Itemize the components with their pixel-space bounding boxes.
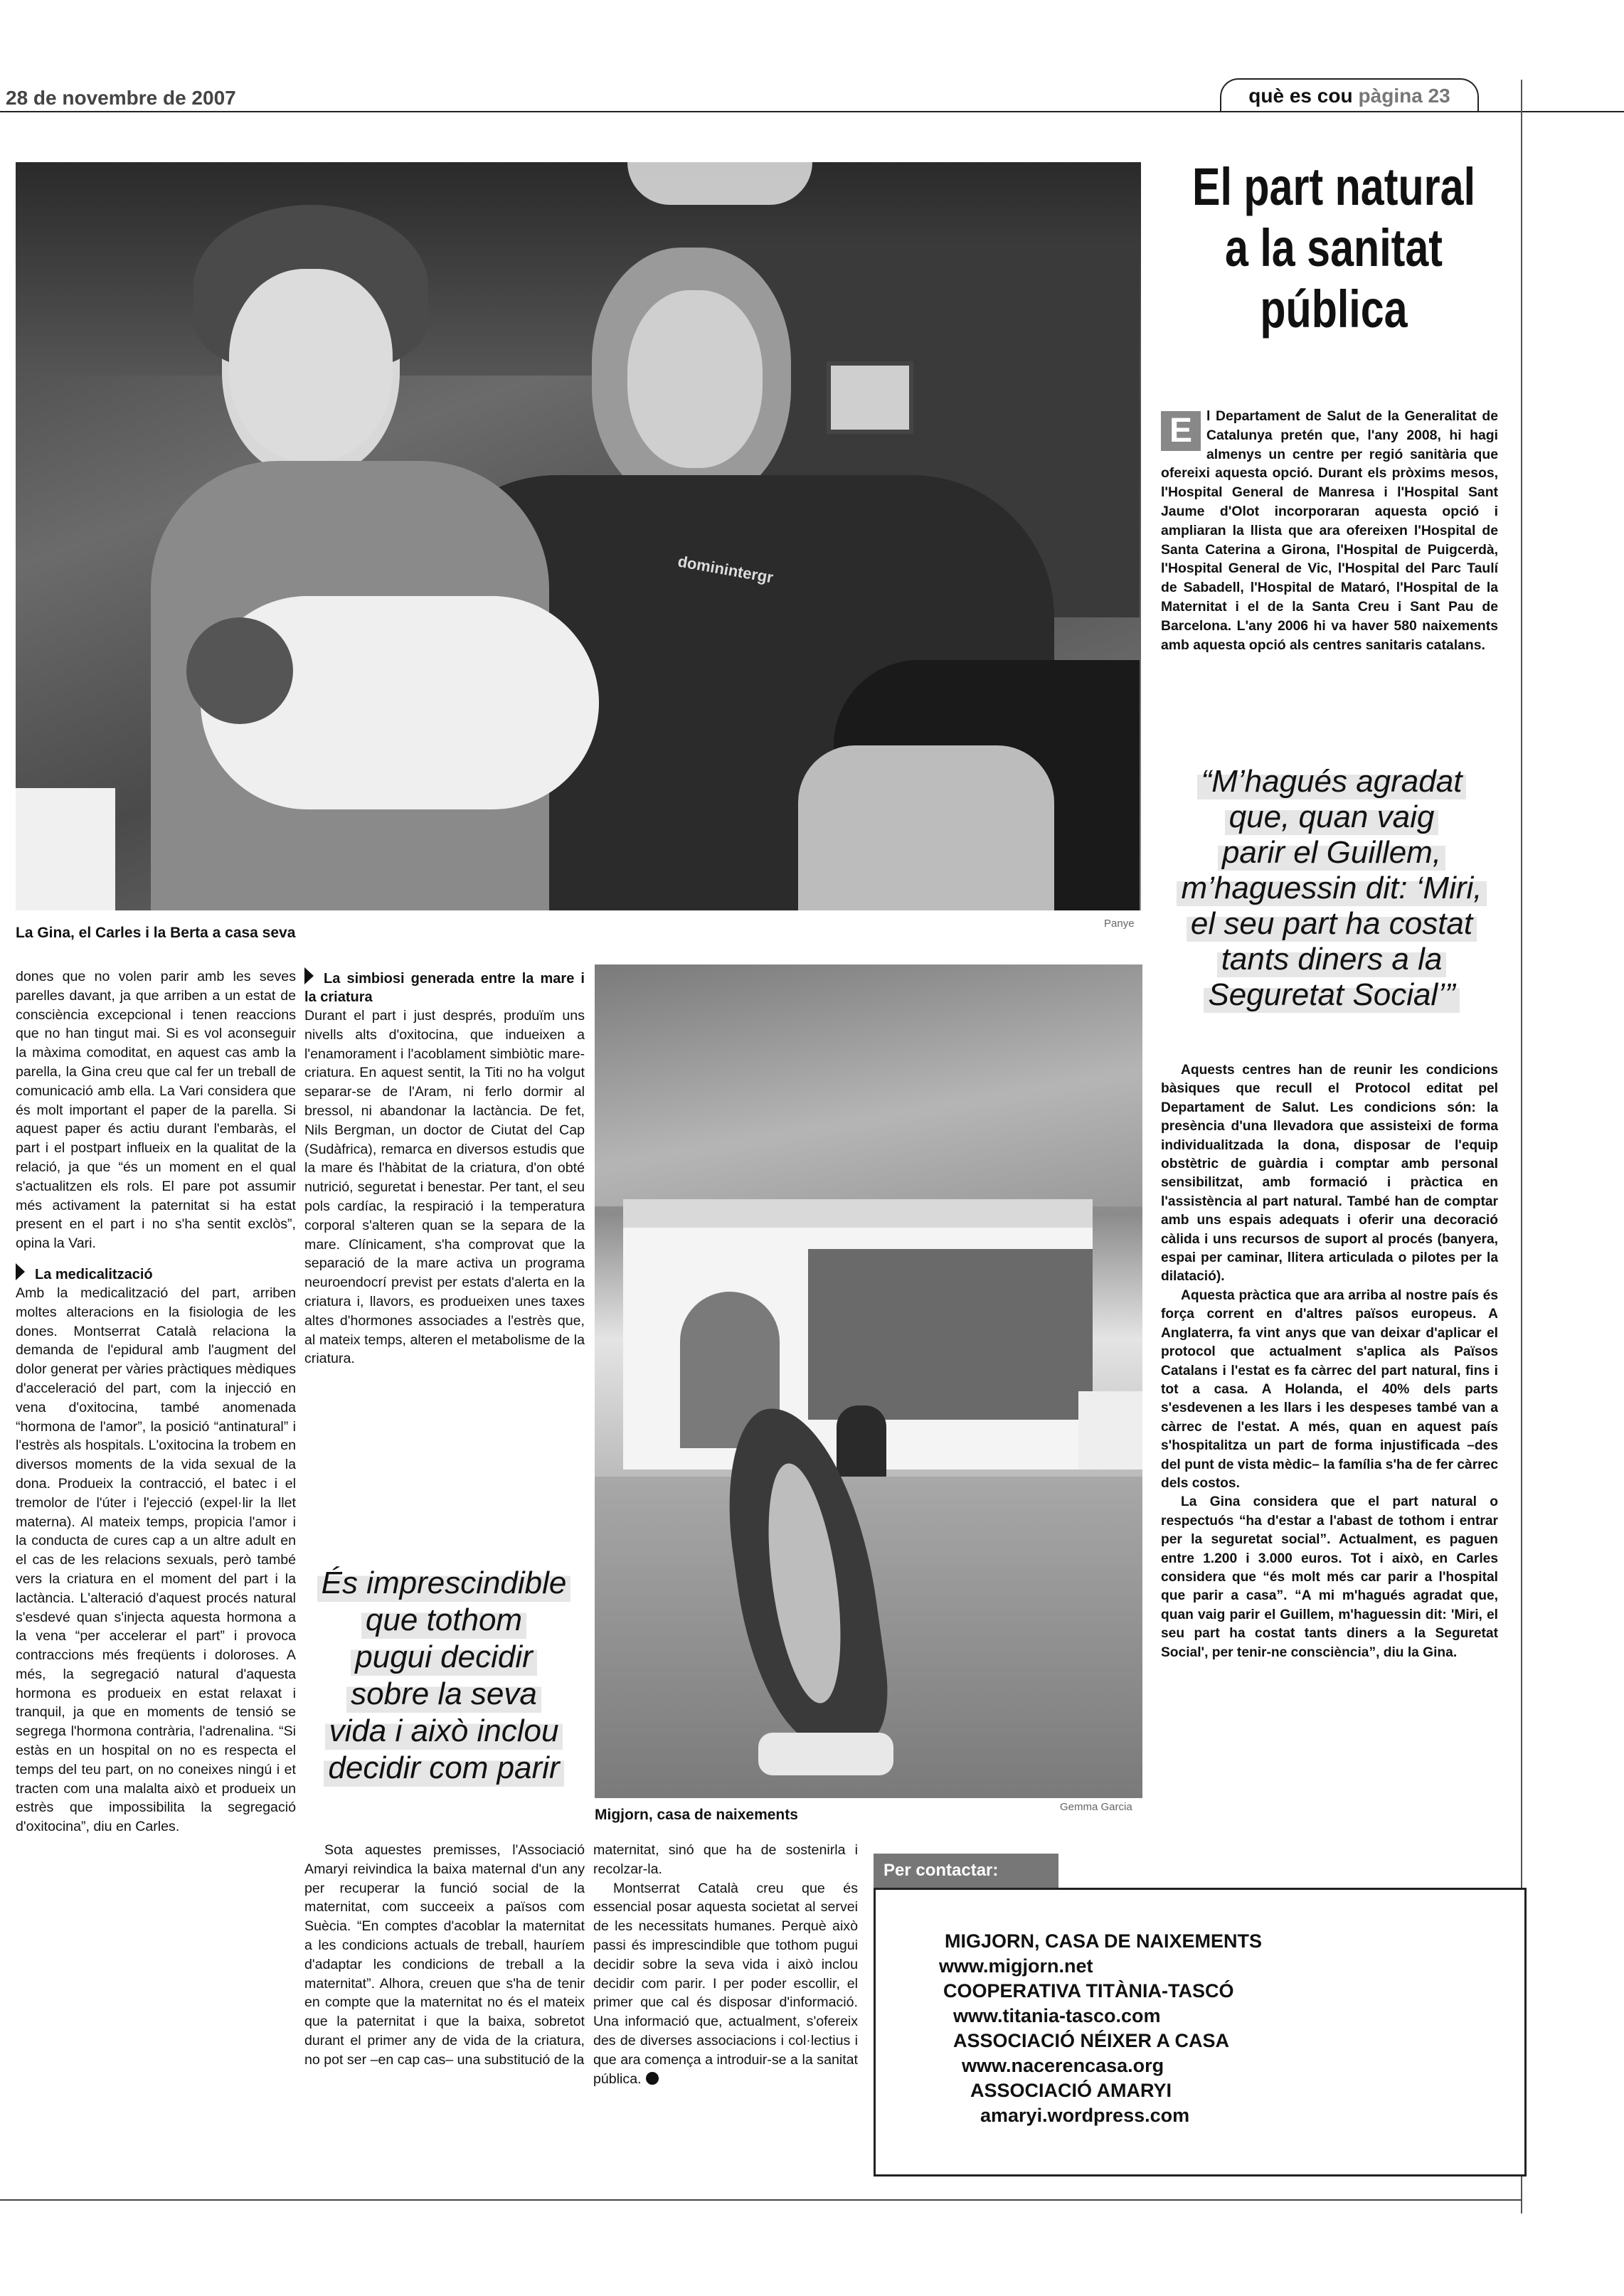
contact-list <box>939 1926 1494 2127</box>
quote-line: “M’hagués agradat <box>1197 764 1467 799</box>
quote-line: pugui decidir <box>351 1639 537 1676</box>
contact-name: MIGJORN, CASA DE NAIXEMENTS <box>945 1930 1263 1952</box>
photo1-caption: La Gina, el Carles i la Berta a casa seva <box>16 925 296 941</box>
column-1 <box>16 967 296 1837</box>
column-2 <box>304 967 585 1368</box>
paragraph: Amb la medicalització del part, arriben moltes alteracions en la fisiologia de les dones. Montserrat Català relaciona la demanda de l'epidural amb l'augment del dolor generat per vàries pràctiques mèdiques d'acceleració del part, com la injecció en vena d'oxitocina, també anomenada “hormona de l'amor”, la posició “antinatural” i l'estrès als hospitals. L'oxitocina la trobem en diversos moments de la vida sexual de la dona. Produeix la contracció, el batec i el tremolor de l'úter i l'ejecció (expel·lir la llet materna). Al mateix temps, propicia l'amor i la conducta de cures cap a un altre adult en el cas de les relacions sexuals, però també vers la criatura en el moment del part i la lactància. L'alteració d'aquest procés natural s'esdevé quan s'injecta aquesta hormona a la vena “per accelerar el part” i provoca contraccions més freqüents i doloroses. A més, la segregació natural d'aquesta hormona es produeix en estat relaxat i tranquil, ja que en moments de tensió se segrega l'hormona contrària, l'adrenalina. “Si estàs en un hospital on no es respecta el temps del teu part, on no coneixes ningú i et tracten com una malalta això et produeix un estrès que impossibilita la segregació d'oxitocina”, diu en Carles. <box>16 1285 296 1835</box>
contact-tab: Per contactar: <box>874 1854 1058 1888</box>
title-line: a la sanitat <box>1224 218 1443 277</box>
quote-line: parir el Guillem, <box>1218 835 1445 871</box>
quote-line: sobre la seva <box>346 1676 541 1713</box>
paragraph: maternitat, sinó que ha de sostenirla i recolzar-la. <box>593 1842 858 1877</box>
section-name: què es cou <box>1248 85 1353 107</box>
article-title <box>1192 156 1476 340</box>
migjorn-photo <box>595 964 1142 1798</box>
paragraph: Durant el part i just després, produïm uns nivells alts d'oxitocina, que indueixen a l'enamorament i l'acoblament simbiòtic mare-criatura. En aquest sentit, la Titi no ha volgut separar-se de l'Aram, ni ferlo dormir al bressol, ni abandonar la lactància. De fet, Nils Bergman, un doctor de Ciutat del Cap (Sudàfrica), remarca en diversos estudis que la mare és l'hàbitat de la criatura, d'on obté nutrició, seguretat i benestar. Per tant, el seu pols cardíac, la respiració i la temperatura corporal s'alteren quan se la separa de la mare. Clínicament, s'ha comprovat que la separació de la mare activa un programa neuroendocrí previst per estats d'alerta en la criatura i, llavors, es produeixen unes taxes altes d'hormones associades a l'estrès que, al mateix temps, alteren el metabolisme de la criatura. <box>304 1008 585 1367</box>
photo1-credit: Panye <box>1104 918 1135 930</box>
section-tab <box>1220 78 1479 112</box>
photo2-caption: Migjorn, casa de naixements <box>595 1807 798 1823</box>
title-line: pública <box>1260 280 1408 339</box>
quote-line: tants diners a la <box>1217 942 1447 977</box>
drop-cap: E <box>1161 411 1201 451</box>
column-3 <box>593 1841 858 2088</box>
contact-link[interactable]: www.migjorn.net <box>939 1955 1093 1977</box>
photo2-credit: Gemma Garcia <box>1060 1801 1132 1813</box>
paragraph: Aquests centres han de reunir les condicions bàsiques que recull el Protocol editat pel Departament de Salut. Les condicions són: la presència d'una llevadora que assisteixi de forma individualitzada la dona, disposar de l'equip obstètric de guàrdia i comptar amb personal sensibilitzat, amb formació i pràctica en l'assistència al part natural. També han de comptar amb uns espais adequats i oferir una decoració càlida i uns recursos de suport al procés (banyera, espai per caminar, llitera articulada o pilotes per la dilatació). <box>1161 1063 1498 1285</box>
subheading-medicalitzacio <box>16 1263 296 1284</box>
arrow-icon <box>16 1263 25 1280</box>
quote-line: És imprescindible <box>317 1565 571 1602</box>
subheading-text: La medicalització <box>35 1266 153 1282</box>
page-number: pàgina 23 <box>1358 85 1450 107</box>
column-2-continued <box>304 1841 585 2070</box>
pull-quote-right <box>1154 764 1509 1013</box>
quote-line: vida i això inclou <box>325 1713 563 1750</box>
paragraph: Aquesta pràctica que ara arriba al nostre país és força corrent en d'altres països europeus. A Anglaterra, fa vint anys que van deixar d'aplicar el protocol que actualment s'aplica als Països Catalans i l'estat es fa càrrec del part natural, fins i tot a casa. A Holanda, el 40% dels parts s'esdevenen a les llars i les despeses també van a càrrec de l'estat. A més, quan en aquest país s'hospitalitza un part de forma injustificada –des del punt de vista mèdic– la família s'ha de fer càrrec dels costos. <box>1161 1287 1498 1491</box>
footer-rule <box>0 2199 1522 2201</box>
title-line: El part natural <box>1192 157 1476 216</box>
paragraph: Sota aquestes premisses, l'Associació Amaryi reivindica la baixa maternal d'un any per recuperar la funció social de la maternitat, com succeeix a països com Suècia. “En comptes d'acoblar la maternitat a les condicions actuals de treball, hauríem d'adaptar les condicions de treball a la maternitat”. Alhora, creuen que s'ha de tenir en compte que la maternitat no és el mateix que la paternitat i que la baixa, sobretot durant el primer any de vida de la criatura, no pot ser –en cap cas– una substitució de la <box>304 1842 585 2068</box>
intro-text: l Departament de Salut de la Generalitat de Catalunya pretén que, l'any 2008, hi hagi almenys un centre per regió sanitària que ofereixi aquesta opció. Durant els pròxims mesos, l'Hospital General de Manresa i l'Hospital Sant Jaume d'Olot incorporaran aquesta opció i ampliaran la llista que ara ofereixen l'Hospital de Santa Caterina a Girona, l'Hospital de Puigcerdà, l'Hospital General de Vic, l'Hospital del Parc Taulí de Sabadell, l'Hospital de Mataró, l'Hospital de la Maternitat i el de la Santa Creu i Sant Pau de Barcelona. L'any 2006 hi va haver 580 naixements amb aquesta opció als centres sanitaris catalans. <box>1161 408 1498 653</box>
family-photo <box>16 162 1141 910</box>
end-mark-icon <box>646 2072 659 2085</box>
column-4 <box>1161 1061 1498 1662</box>
intro-paragraph <box>1161 407 1498 654</box>
contact-link[interactable]: amaryi.wordpress.com <box>980 2105 1190 2126</box>
contact-name: COOPERATIVA TITÀNIA-TASCÓ <box>943 1980 1234 2002</box>
subheading-text: La simbiosi generada entre la mare i la criatura <box>304 971 585 1005</box>
subheading-simbiosi <box>304 967 585 1006</box>
quote-line: el seu part ha costat <box>1187 906 1477 942</box>
contact-name: ASSOCIACIÓ NÉIXER A CASA <box>953 2030 1230 2051</box>
pull-quote-middle <box>300 1565 588 1787</box>
paragraph-text: Montserrat Català creu que és essencial posar aquesta societat al servei de les necessitats humanes. Perquè això passi és imprescindible que tothom pugui decidir sobre la seva vida i això inclou decidir com parir. I per poder escollir, el primer que cal és disposar d'informació. Una informació que, actualment, s'ofereix des de diverses associacions i col·lectius i que ara comença a introduir-se a la sanitat pública. <box>593 1880 858 2087</box>
issue-date: 28 de novembre de 2007 <box>6 87 236 109</box>
paragraph: dones que no volen parir amb les seves parelles davant, ja que arriben a un estat de consciència excepcional i tenen reaccions que no han tingut mai. Si es vol aconseguir la màxima comoditat, en aquest cas amb la parella, la Gina creu que cal fer un treball de comunicació amb ella. La Vari considera que és molt important el paper de la parella. Si aquest paper és actiu durant l'embaràs, el part i el postpart influeix en la qualitat de la relació, ja que “és un moment en el qual s'actualitzen els rols. El pare pot assumir més activament la paternitat si ha estat present en el part i no s'ha sentit exclòs”, opina la Vari. <box>16 969 296 1252</box>
shirt-logo: dominintergr <box>676 552 775 587</box>
quote-line: decidir com parir <box>324 1750 563 1787</box>
quote-line: Seguretat Social’” <box>1204 977 1459 1013</box>
quote-line: que, quan vaig <box>1225 799 1439 835</box>
header-rule <box>0 111 1624 112</box>
contact-link[interactable]: www.nacerencasa.org <box>962 2055 1164 2076</box>
arrow-icon <box>304 967 314 984</box>
quote-line: que tothom <box>361 1602 526 1639</box>
paragraph: La Gina considera que el part natural o respectuós “ha d'estar a l'abast de tothom i entrar per la seguretat social”. Actualment, es paguen entre 1.200 i 3.000 euros. Tot i això, en Carles considera que “és molt més car parir a l'hospital que parir a casa”. “A mi m'hagués agradat que, quan vaig parir el Guillem, m'haguessin dit: 'Miri, el seu part ha costat tants diners a la Seguretat Social', per tenir-ne consciència”, diu la Gina. <box>1161 1494 1498 1660</box>
contact-link[interactable]: www.titania-tasco.com <box>953 2005 1161 2026</box>
quote-line: m’haguessin dit: ‘Miri, <box>1177 871 1486 906</box>
paragraph <box>593 1879 858 2089</box>
contact-name: ASSOCIACIÓ AMARYI <box>970 2080 1172 2101</box>
